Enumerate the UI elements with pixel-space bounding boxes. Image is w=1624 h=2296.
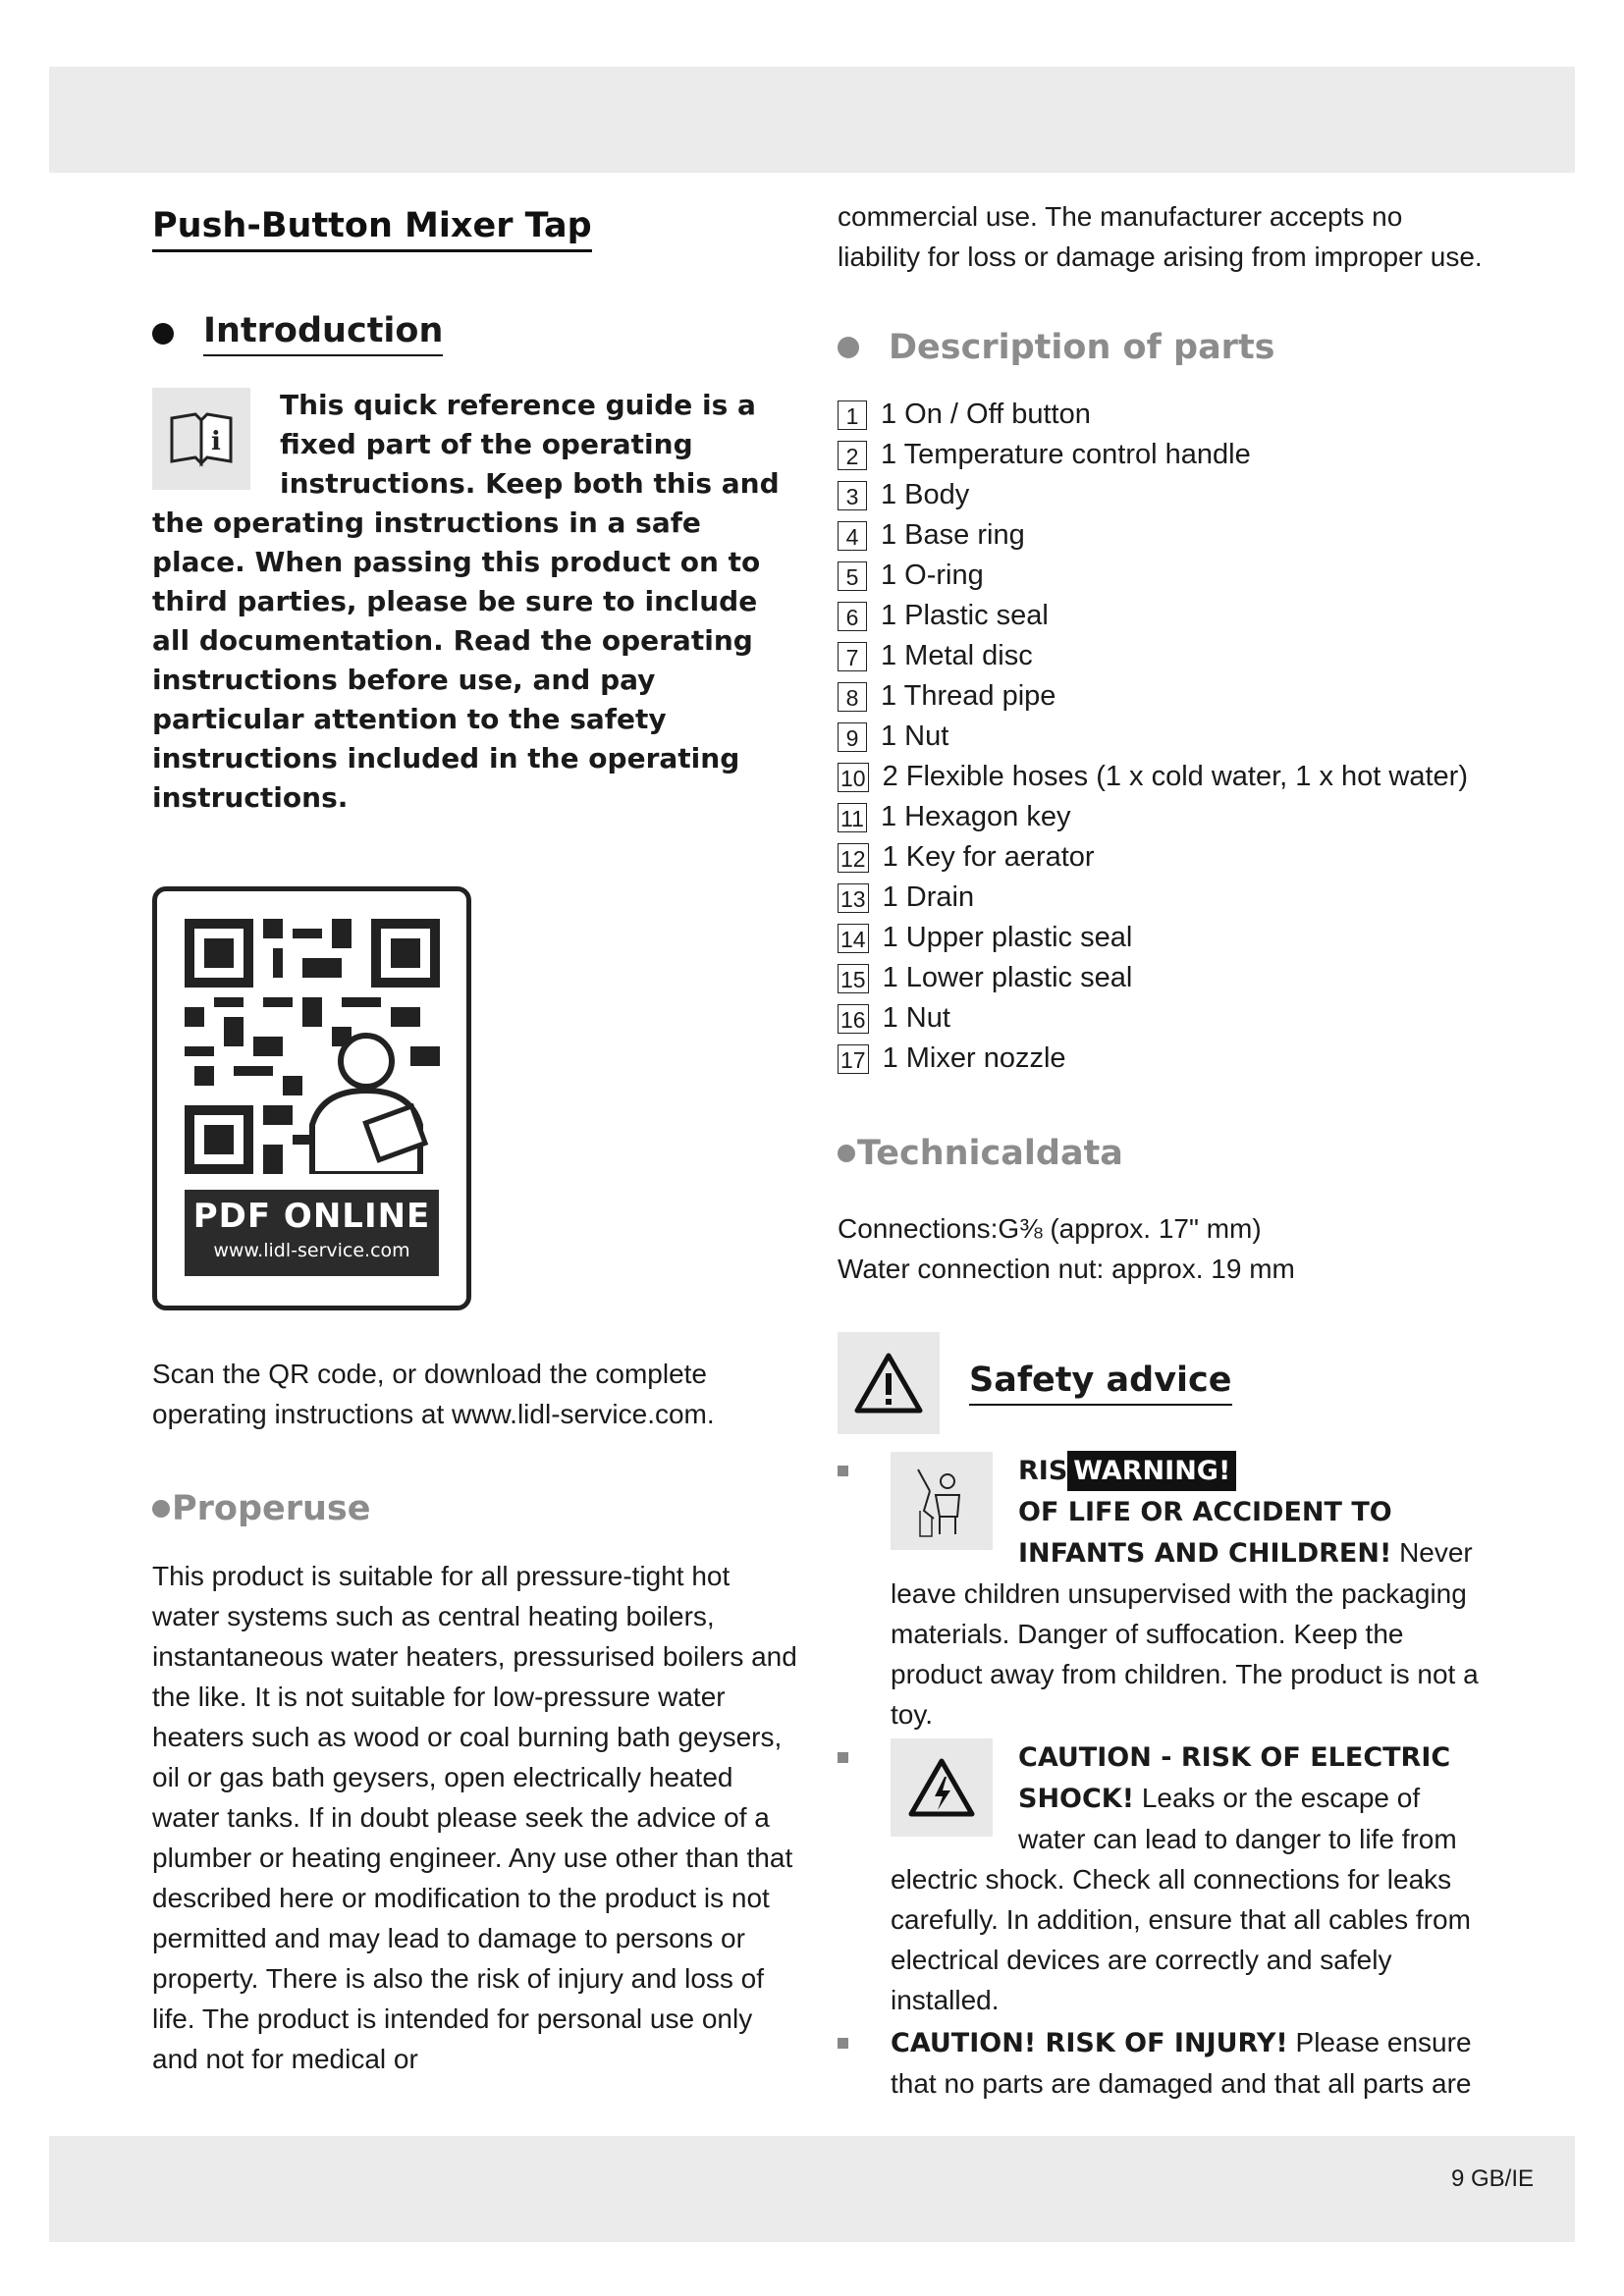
nut-spec: Water connection nut: approx. 19 mm [838,1254,1295,1284]
list-item: 8 1 Thread pipe [838,676,1486,717]
list-item: 12 1 Key for aerator [838,837,1486,878]
list-item: 15 1 Lower plastic seal [838,958,1486,998]
left-column [152,196,800,2079]
bullet-dot-icon [838,337,859,358]
list-item: 7 1 Metal disc [838,636,1486,676]
introduction-heading: Introduction [152,311,800,356]
proper-use-heading: Properuse [152,1489,800,1528]
document-title: Push-Button Mixer Tap [152,206,592,252]
bullet-dot-icon [152,1500,170,1518]
child-warning-icon [891,1452,993,1550]
connections-spec: Connections:G⅜ (approx. 17" mm) [838,1213,1262,1244]
square-bullet-icon [838,2038,848,2049]
proper-use-continuation: commercial use. The manufacturer accepts no liability for loss or damage arising from improper use. [838,201,1483,272]
warning-triangle-icon [838,1332,940,1434]
svg-text:i: i [211,427,221,456]
list-item: 17 1 Mixer nozzle [838,1039,1486,1079]
list-item: 16 1 Nut [838,998,1486,1039]
footer-band [49,2136,1575,2242]
right-column [838,196,1486,2104]
square-bullet-icon [838,1466,848,1476]
safety-list [838,1450,1486,2104]
list-item: 2 1 Temperature control handle [838,435,1486,475]
introduction-block [152,386,800,818]
list-item: 6 1 Plastic seal [838,596,1486,636]
parts-list [838,395,1486,1079]
list-item: 10 2 Flexible hoses (1 x cold water, 1 x hot water) [838,757,1486,797]
list-item: 9 1 Nut [838,717,1486,757]
list-item: 5 1 O-ring [838,556,1486,596]
page-number: 9 GB/IE [1450,2165,1534,2192]
safety-item-injury: CAUTION! RISK OF INJURY! Please ensure that no parts are damaged and that all parts are [838,2022,1486,2104]
list-item: 11 1 Hexagon key [838,797,1486,837]
technical-data-heading: Technicaldata [838,1134,1486,1173]
electric-shock-icon [891,1738,993,1837]
list-item: 3 1 Body [838,475,1486,515]
proper-use-text: This product is suitable for all pressure-tight hot water systems such as central heating boilers, instantaneous water heaters, pressurised boilers and the like. It is not suitable for low-pressure water heaters such as wood or coal burning bath geysers, oil or gas bath geysers, open electrically heated water tanks. If in doubt please seek the advice of a plumber or heating engineer. Any use other than that described here or modification to the product is not permitted and may lead to damage to persons or property. There is also the risk of injury and loss of life. The product is intended for personal use only and not for medical or [152,1561,797,2074]
bullet-dot-icon [838,1145,855,1162]
square-bullet-icon [838,1752,848,1763]
parts-heading: Description of parts [838,328,1486,367]
header-band [49,67,1575,173]
safety-heading-row [838,1332,1486,1434]
book-info-icon [152,388,250,490]
technical-data [838,1208,1486,1289]
introduction-text: This quick reference guide is a fixed part of the operating instructions. Keep both this and the operating instructions in a safe place. When passing this product on to third parties, please be sure to include all documentation. Read the operating instructions before use, and pay particular attention to the safety instructions included in the operating instructions. [152,389,780,814]
qr-code-panel[interactable] [152,886,471,1310]
pdf-online-banner: PDF ONLINE www.lidl-service.com [185,1190,439,1276]
safety-item-electric: CAUTION - RISK OF ELECTRIC SHOCK! Leaks or the escape of water can lead to danger to life from electric shock. Check all connections for leaks carefully. In addition, ensure that all cables from electrical devices are correctly and safely installed. [838,1736,1486,2020]
list-item: 1 1 On / Off button [838,395,1486,435]
safety-heading: Safety advice [969,1361,1232,1406]
list-item: 14 1 Upper plastic seal [838,918,1486,958]
list-item: 4 1 Base ring [838,515,1486,556]
bullet-dot-icon [152,323,174,345]
qr-code-icon [185,919,440,1174]
safety-item-children: RIS WARNING! OF LIFE OR ACCIDENT TO INFANTS AND CHILDREN! Never leave children unsupervised with the packaging materials. Danger of suffocation. Keep the product away from children. The product is not a toy. [838,1450,1486,1735]
list-item: 13 1 Drain [838,878,1486,918]
scan-instructions: Scan the QR code, or download the complete operating instructions at www.lidl-service.com. [152,1359,715,1429]
